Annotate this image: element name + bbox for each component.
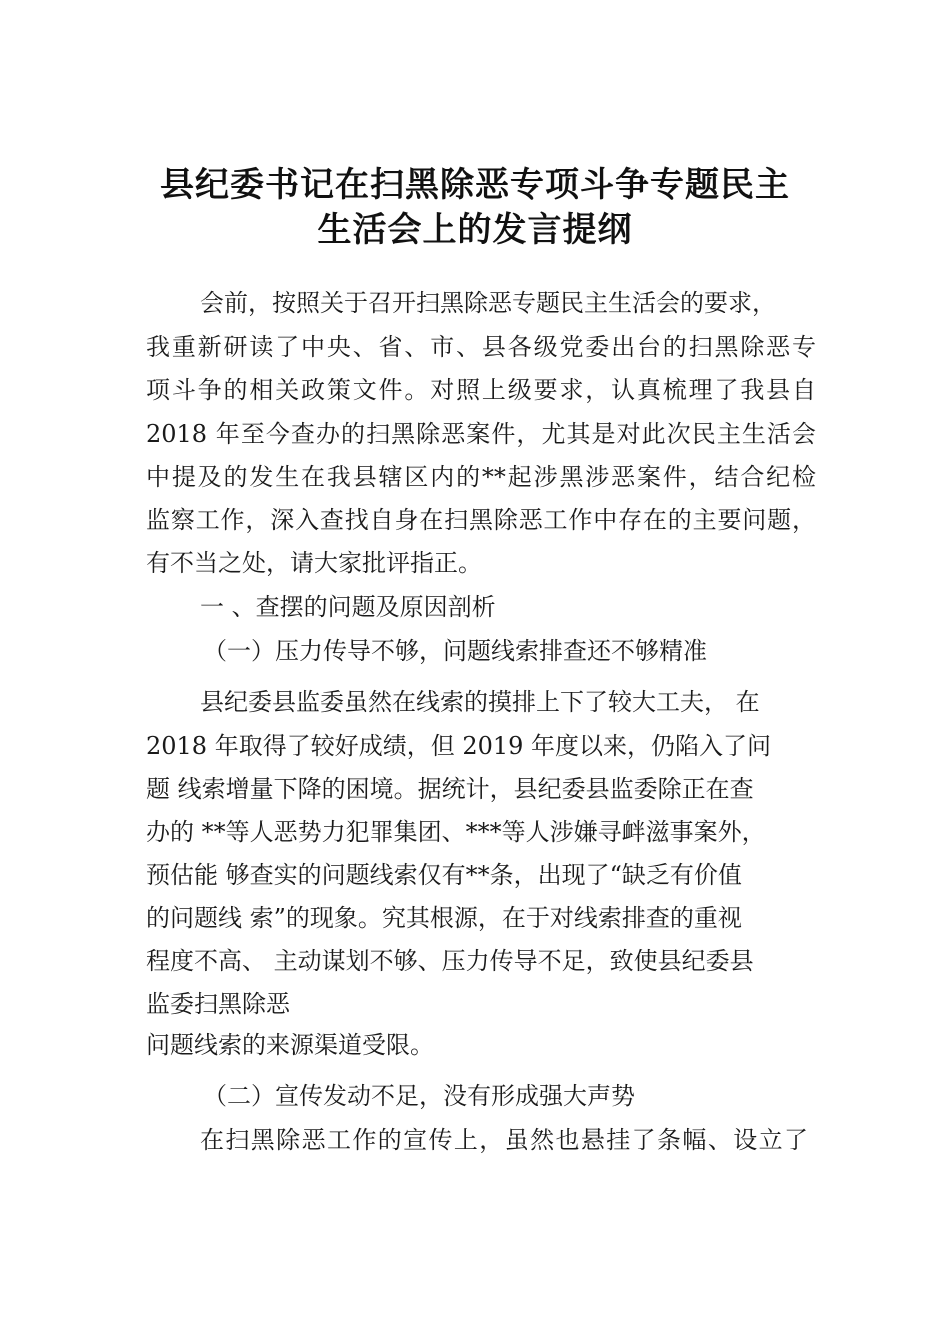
paragraph-1-line: 2018 年至今查办的扫黑除恶案件，尤其是对此次民主生活会 <box>146 420 816 448</box>
paragraph-2-line: 2018 年取得了较好成绩，但 2019 年度以来，仍陷入了问 <box>146 732 772 760</box>
paragraph-2-line: 问题线索的来源渠道受限。 <box>146 1031 434 1059</box>
section-1-heading: 一 、查摆的问题及原因剖析 <box>200 593 496 621</box>
document-title-line-1: 县纪委书记在扫黑除恶专项斗争专题民主 <box>160 165 790 205</box>
paragraph-1-line: 有不当之处，请大家批评指正。 <box>146 549 482 577</box>
subsection-2-heading: （二）宣传发动不足，没有形成强大声势 <box>203 1082 635 1110</box>
paragraph-1-line: 中提及的发生在我县辖区内的**起涉黑涉恶案件，结合纪检 <box>146 463 816 491</box>
paragraph-2-line: 监委扫黑除恶 <box>146 990 290 1018</box>
document-title-line-2: 生活会上的发言提纲 <box>317 210 633 250</box>
paragraph-2-line: 预估能 够查实的问题线索仅有**条，出现了“缺乏有价值 <box>146 861 742 889</box>
paragraph-1-line: 我重新研读了中央、省、市、县各级党委出台的扫黑除恶专 <box>146 333 816 361</box>
paragraph-2-line: 县纪委县监委虽然在线索的摸排上下了较大工夫， 在 <box>200 688 760 716</box>
paragraph-1-line: 项斗争的相关政策文件。对照上级要求，认真梳理了我县自 <box>146 376 816 404</box>
paragraph-1-line: 监察工作，深入查找自身在扫黑除恶工作中存在的主要问题， <box>146 506 816 534</box>
paragraph-1-line: 会前，按照关于召开扫黑除恶专题民主生活会的要求， <box>200 289 776 317</box>
paragraph-3-line: 在扫黑除恶工作的宣传上，虽然也悬挂了条幅、设立了 <box>200 1126 808 1154</box>
subsection-1-heading: （一）压力传导不够，问题线索排查还不够精准 <box>203 637 707 665</box>
paragraph-2-line: 的问题线 索”的现象。究其根源，在于对线索排查的重视 <box>146 904 742 932</box>
paragraph-2-line: 办的 **等人恶势力犯罪集团、***等人涉嫌寻衅滋事案外， <box>146 818 766 846</box>
paragraph-2-line: 程度不高、 主动谋划不够、压力传导不足，致使县纪委县 <box>146 947 754 975</box>
paragraph-2-line: 题 线索增量下降的困境。据统计，县纪委县监委除正在查 <box>146 775 754 803</box>
